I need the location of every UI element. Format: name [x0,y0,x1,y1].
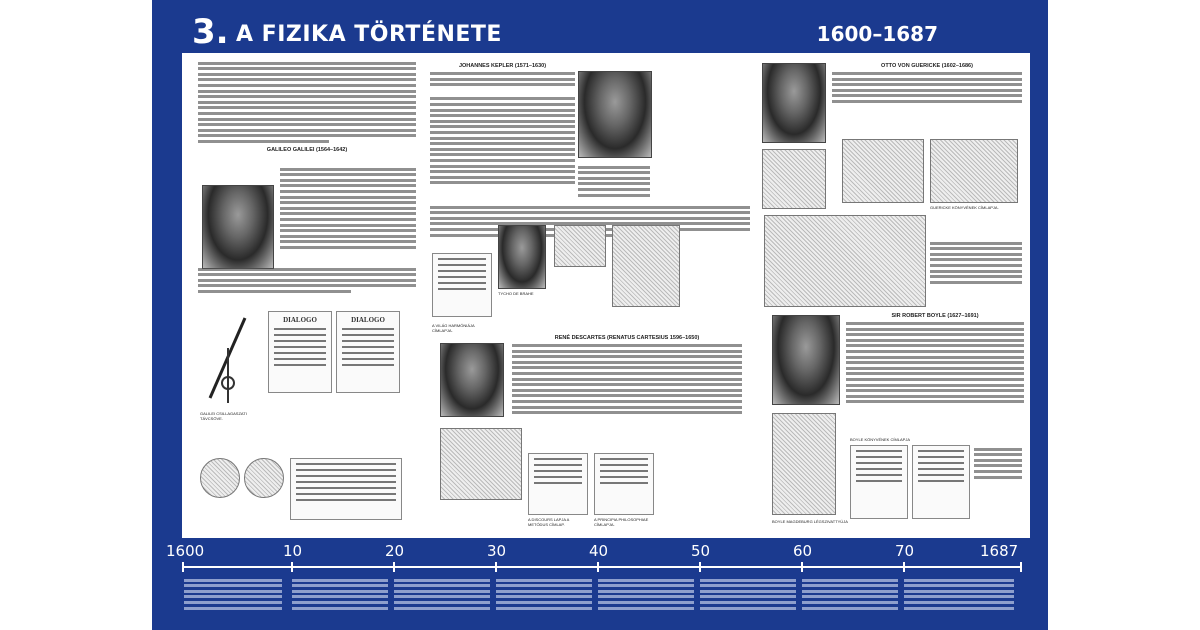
harmonices-cover [432,253,492,317]
telescope-caption: GALILEI CSILLAGASZATI TÁVCSÖVE. [200,411,247,421]
guericke-book-caption: GUERICKE KÖNYVÉNEK CÍMLAPJA. [930,205,999,210]
principia-caption: A PRINCIPIA PHILOSOPHIAE CÍMLAPJA. [594,517,649,527]
kepler-side-text [578,163,650,199]
boyle-section [846,309,1024,406]
galilei-text [280,165,416,252]
discours-cover [528,453,588,515]
timeline-axis [182,566,1022,568]
page-title: A FIZIKA TÖRTÉNETE [236,22,502,47]
tick-label-30: 30 [487,542,507,560]
timeline-events-1630 [496,576,592,612]
tick-label-50: 50 [691,542,711,560]
vortex-diagram [440,428,522,500]
brahe-portrait [498,225,546,289]
telescope-image [200,308,260,408]
tick-label-20: 20 [385,542,405,560]
tick-mark [182,562,184,572]
tick-label-10: 10 [283,542,303,560]
guericke-book-cover [930,139,1018,203]
tick-mark [597,562,599,572]
moon-drawing-1 [200,458,240,498]
guericke-section [832,59,1022,106]
discours-caption: A DISCOURS LAPJA A METÓDUS CÍMLAP. [528,517,570,527]
chapter-number: 3. [192,12,229,52]
descartes-portrait [440,343,504,417]
boyle-book-cover [850,445,908,519]
dialogo-cover-2: DIALOGO [336,311,400,393]
content-panel [182,53,1030,538]
vacuum-pump-drawing [842,139,924,203]
moon-drawing-2 [244,458,284,498]
descartes-heading: RENÉ DESCARTES (RENATUS CARTESIUS 1596–1650) [554,335,700,341]
kepler-section [430,59,575,187]
boyle-side-text [974,445,1022,481]
boyle-book-caption: BOYLE KÖNYVÉNEK CÍMLAPJA [850,437,911,442]
boyle-heading: SIR ROBERT BOYLE (1627–1691) [891,313,979,319]
dialogo-cover-1: DIALOGO [268,311,332,393]
tick-label-60: 60 [793,542,813,560]
tick-label-1600: 1600 [166,542,205,560]
tick-mark [699,562,701,572]
kepler-book-caption: A VILÁG HARMÓNIÁJA CÍMLAPJA. [432,323,475,333]
timeline-events-1650 [700,576,796,612]
timeline-events-1600 [184,576,282,612]
year-range: 1600–1687 [816,22,938,46]
tick-mark [801,562,803,572]
tick-label-70: 70 [895,542,915,560]
tick-mark [1020,562,1022,572]
tick-mark [495,562,497,572]
timeline-events-1610 [292,576,388,612]
guericke-text-2 [930,239,1022,286]
brahe-caption: TYCHO DE BRAHE [498,291,534,296]
guericke-heading: OTTO VON GUERICKE (1602–1686) [881,63,973,69]
intro-text [198,59,416,156]
timeline-events-1660 [802,576,898,612]
poster [152,0,1048,630]
galilei-heading: GALILEO GALILEI (1564–1642) [266,146,348,153]
boyle-portrait [772,315,840,405]
magdeburg-drawing [762,149,826,209]
tick-label-1687: 1687 [980,542,1019,560]
guericke-portrait [762,63,826,143]
tick-mark [903,562,905,572]
timeline-events-1620 [394,576,490,612]
timeline [152,540,1048,630]
principia-cover [594,453,654,515]
astronomy-scene [612,225,680,307]
kepler-portrait [578,71,652,158]
hemispheres-experiment [764,215,926,307]
manuscript-image [290,458,402,520]
observatory-image [554,225,606,267]
boyle-book-cover-2 [912,445,970,519]
galilei-portrait [202,185,274,269]
tick-mark [291,562,293,572]
kepler-heading: JOHANNES KEPLER (1571–1630) [458,63,547,69]
boyle-pump-image [772,413,836,515]
tick-label-40: 40 [589,542,609,560]
timeline-events-1670 [904,576,1014,612]
timeline-events-1640 [598,576,694,612]
boyle-pump-caption: BOYLE MAGDEBURG LÉGSZIVATTYÚJA [772,519,848,524]
galilei-text-2 [198,265,416,296]
descartes-section [512,331,742,417]
tick-mark [393,562,395,572]
